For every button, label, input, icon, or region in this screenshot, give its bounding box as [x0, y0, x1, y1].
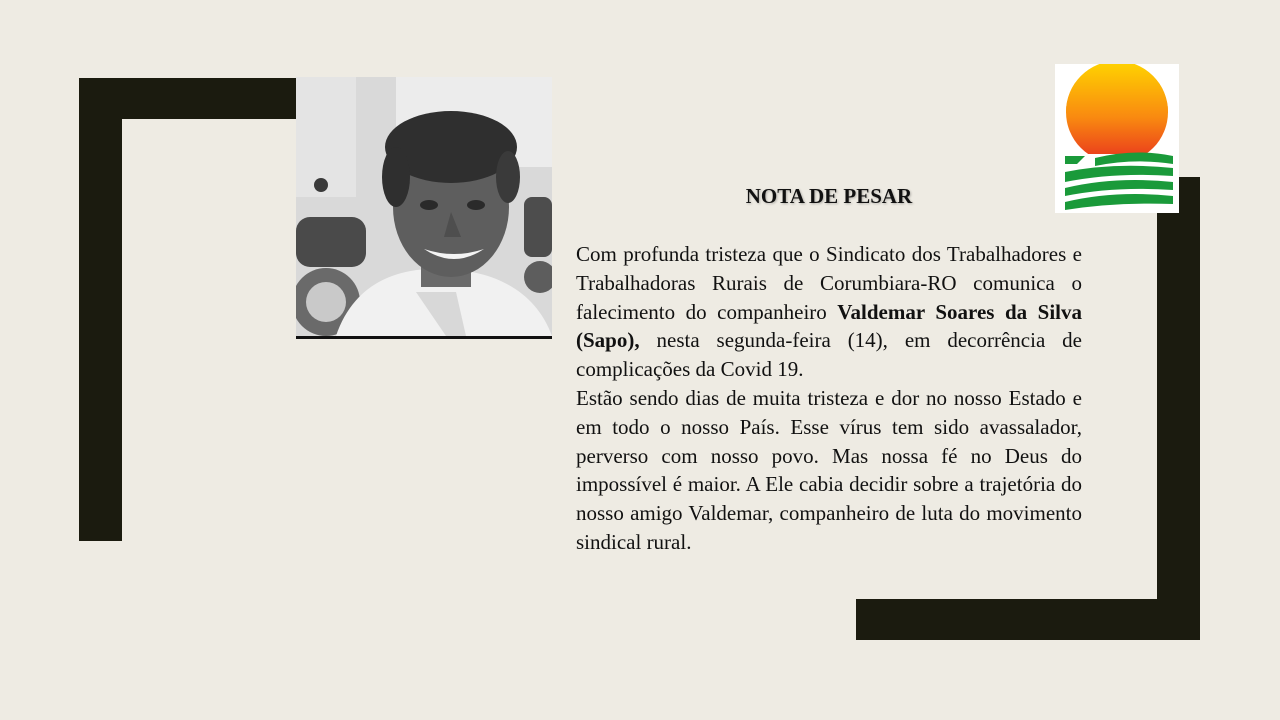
portrait-illustration [296, 77, 552, 336]
paragraph-announcement [576, 240, 1082, 384]
decorative-frame-top-left-vertical [79, 78, 122, 541]
decorative-frame-bottom-right-horizontal [856, 599, 1200, 640]
announcement-text-start: Com profunda tristeza que o Sindicato dos Trabalhadores e Trabalhadoras Rurais de Corumbiara-RO comunica o falecimento do companheiro [576, 242, 1082, 324]
page-title: NOTA DE PESAR [745, 184, 913, 208]
decorative-frame-bottom-right-vertical [1157, 177, 1200, 640]
condolence-text [576, 240, 1082, 557]
announcement-text-end: nesta segunda-feira (14), em decorrência de complicações da Covid 19. [576, 328, 1082, 382]
deceased-name: Valdemar Soares da Silva (Sapo), [576, 299, 1082, 353]
portrait-photo [296, 77, 552, 339]
paragraph-reflection: Estão sendo dias de muita tristeza e dor no nosso Estado e em todo o nosso País. Esse vírus tem sido avassalador, perverso com nosso povo. Mas nossa fé no Deus do impossível é maior. A Ele cabia decidir sobre a trajetória do nosso amigo Valdemar, companheiro de luta do movimento sindical rural. [576, 385, 1082, 554]
